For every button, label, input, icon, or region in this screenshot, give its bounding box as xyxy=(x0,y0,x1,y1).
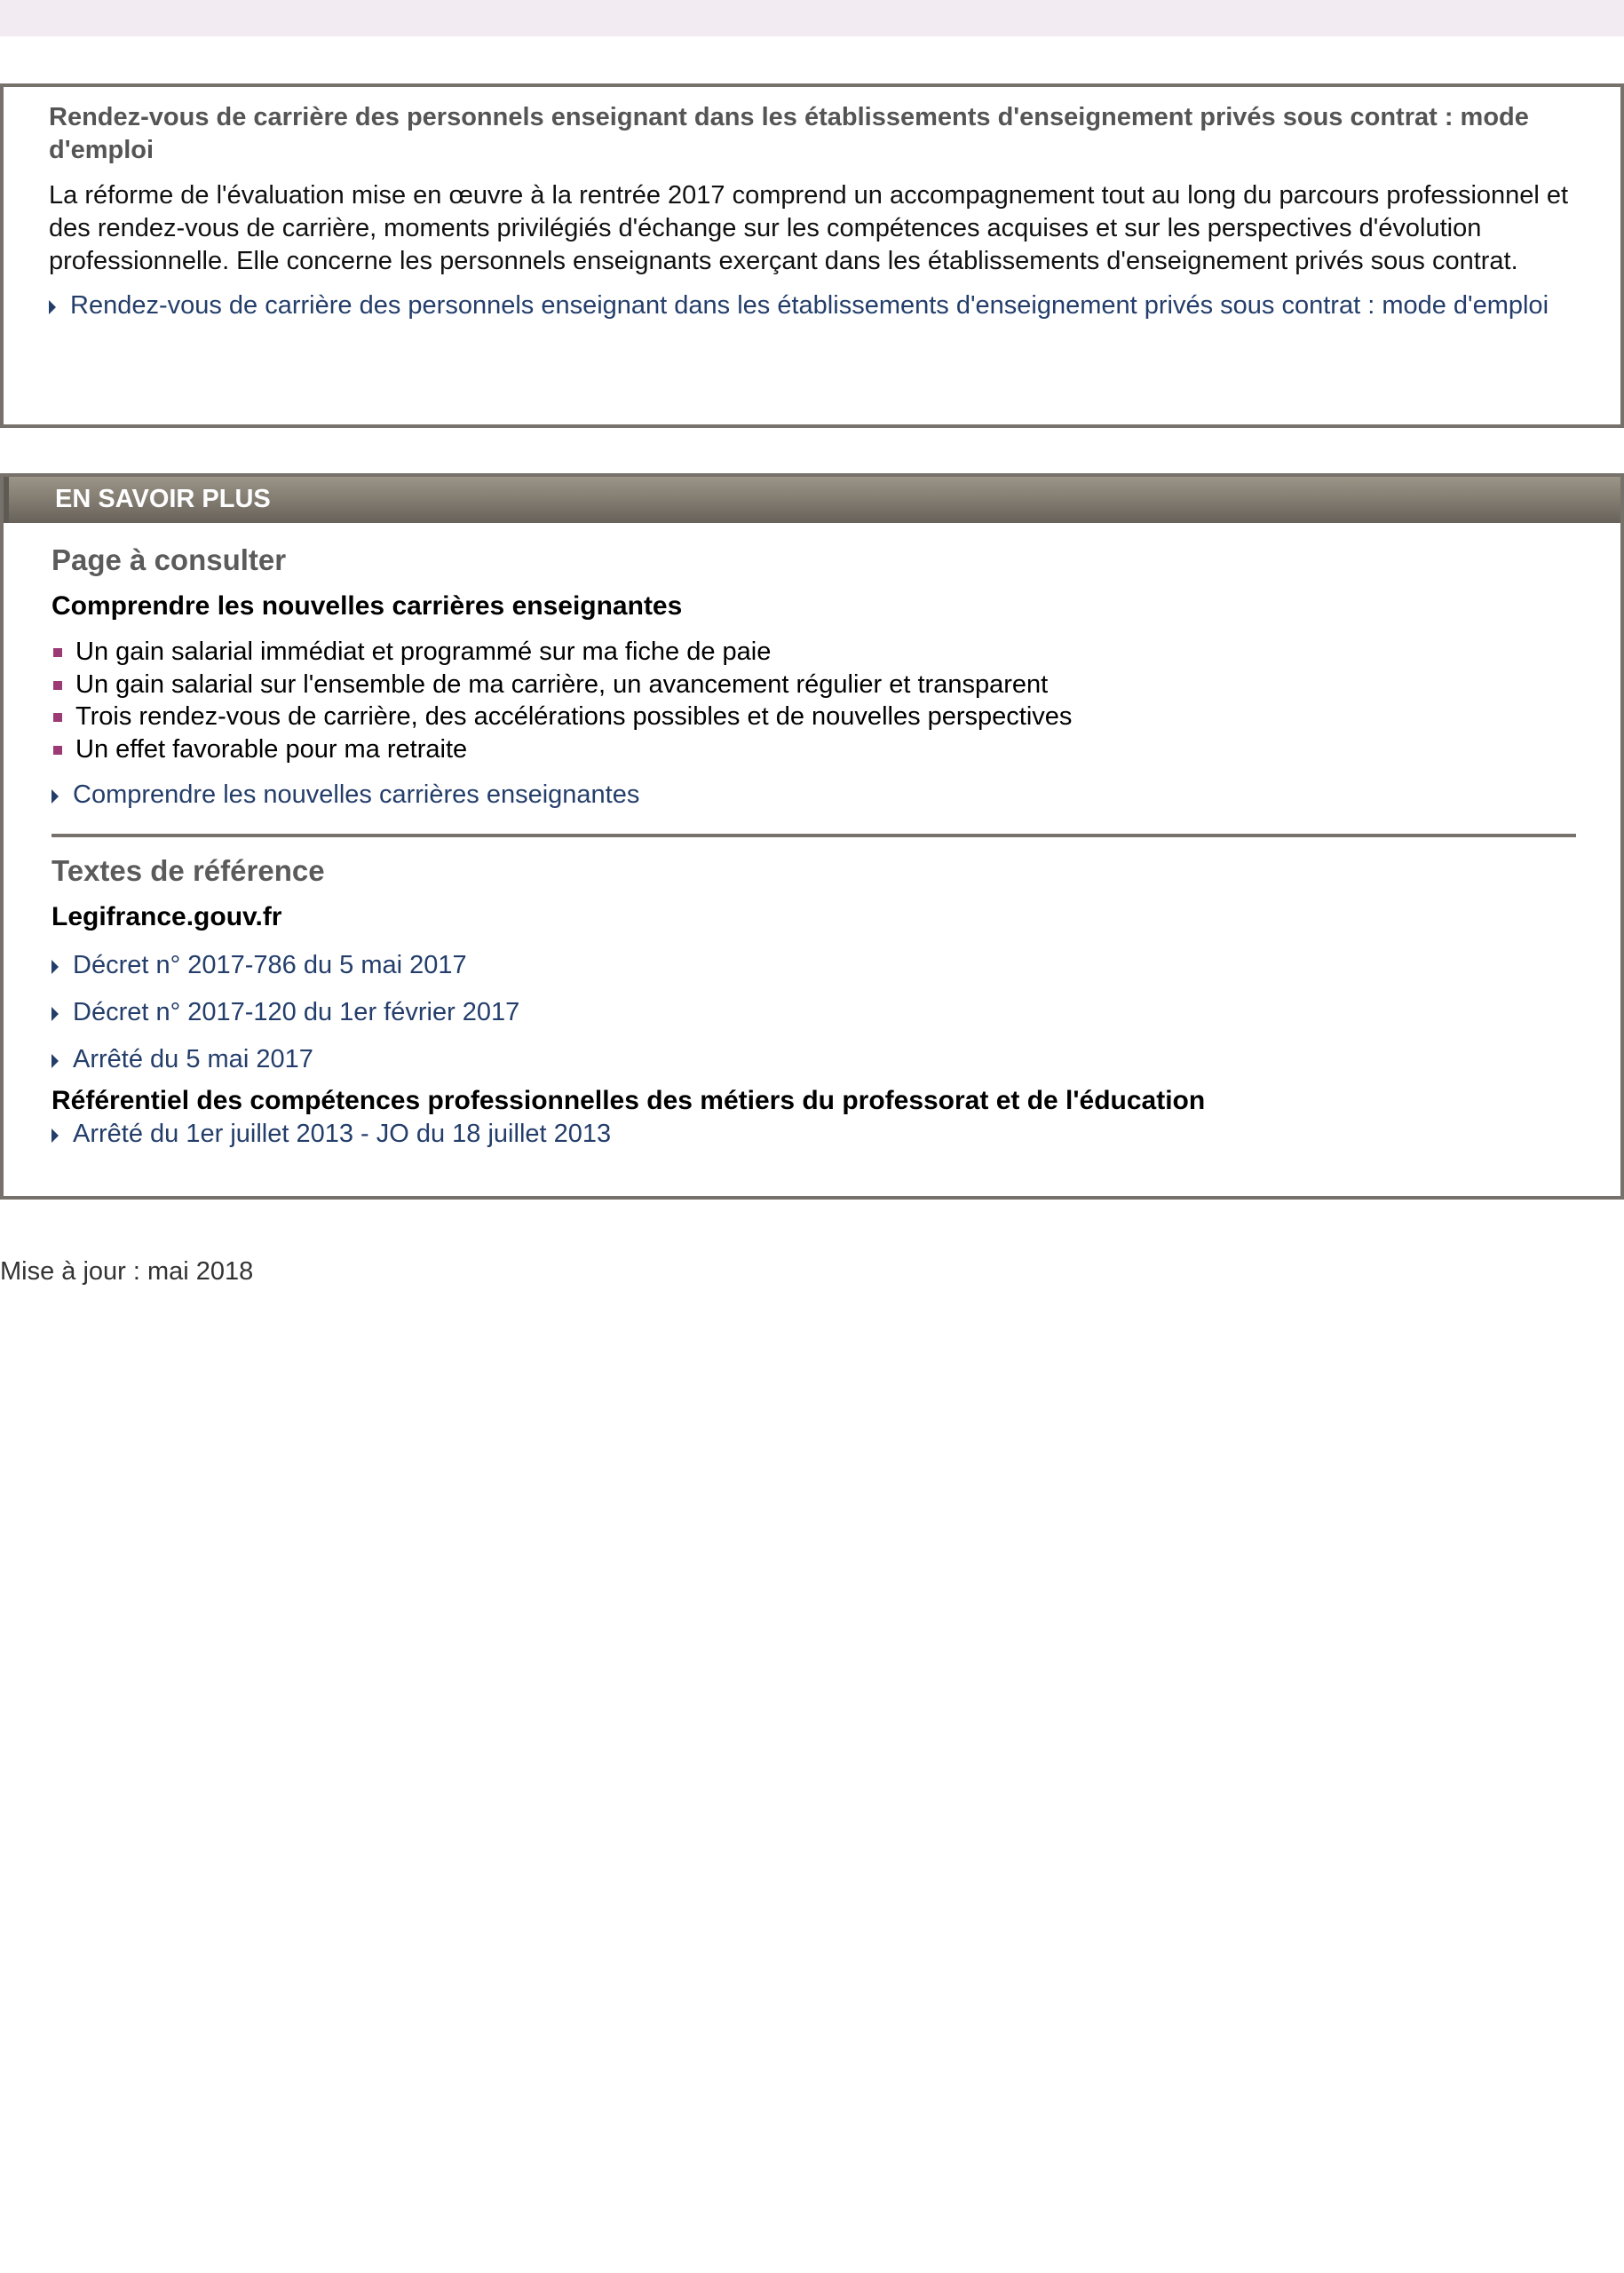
top-band xyxy=(0,0,1624,36)
en-savoir-plus-heading: EN SAVOIR PLUS xyxy=(55,485,271,513)
arrete-5-mai-2017-link[interactable] xyxy=(51,1043,1576,1075)
decret-2017-786-link[interactable] xyxy=(51,949,1576,981)
comprendre-link[interactable] xyxy=(51,779,1576,811)
list-item-text: Trois rendez-vous de carrière, des accélérations possibles et de nouvelles perspectives xyxy=(75,702,1073,731)
arrete-1er-juillet-2013-link[interactable] xyxy=(51,1118,1576,1150)
article-box xyxy=(0,83,1624,428)
legifrance-title: Legifrance.gouv.fr xyxy=(51,902,282,931)
en-savoir-plus-box xyxy=(0,473,1624,1200)
list-item xyxy=(51,636,1576,669)
link-label[interactable]: Décret n° 2017-120 du 1er février 2017 xyxy=(73,998,520,1026)
triangle-right-icon xyxy=(49,300,56,314)
list-item-text: Un gain salarial sur l'ensemble de ma carrière, un avancement régulier et transparent xyxy=(75,669,1049,699)
square-bullet-icon xyxy=(53,713,62,722)
square-bullet-icon xyxy=(53,746,62,755)
comprendre-subtitle: Comprendre les nouvelles carrières enseignantes xyxy=(51,591,683,621)
page-a-consulter-title: Page à consulter xyxy=(51,543,287,576)
triangle-right-icon xyxy=(51,960,59,974)
triangle-right-icon xyxy=(51,1007,59,1021)
bullet-list xyxy=(51,636,1576,765)
decret-2017-120-link[interactable] xyxy=(51,996,1576,1028)
en-savoir-plus-header xyxy=(4,477,1620,523)
textes-de-reference-title: Textes de référence xyxy=(51,854,325,887)
last-updated: Mise à jour : mai 2018 xyxy=(0,1257,254,1286)
article-link-label[interactable]: Rendez-vous de carrière des personnels enseignant dans les établissements d'enseignement privés sous contrat : mode d'emploi xyxy=(70,291,1549,320)
list-item xyxy=(51,733,1576,766)
list-item-text: Un effet favorable pour ma retraite xyxy=(75,734,468,764)
link-label[interactable]: Décret n° 2017-786 du 5 mai 2017 xyxy=(73,951,467,979)
article-title: Rendez-vous de carrière des personnels enseignant dans les établissements d'enseignement privés sous contrat : mode d'emploi xyxy=(49,103,1529,164)
article-body: La réforme de l'évaluation mise en œuvre à la rentrée 2017 comprend un accompagnement tout au long du parcours professionnel et des rendez-vous de carrière, moments privilégiés d'échange sur les compétences acquises et sur les perspectives d'évolution professionnelle. Elle concerne les personnels enseignants exerçant dans les établissements d'enseignement privés sous contrat. xyxy=(49,181,1569,275)
article-link[interactable] xyxy=(49,289,1585,322)
list-item xyxy=(51,669,1576,701)
link-label[interactable]: Arrêté du 5 mai 2017 xyxy=(73,1045,313,1073)
link-label[interactable]: Arrêté du 1er juillet 2013 - JO du 18 juillet 2013 xyxy=(73,1120,612,1148)
triangle-right-icon xyxy=(51,1129,59,1143)
referentiel-title: Référentiel des compétences professionnelles des métiers du professorat et de l'éducation xyxy=(51,1086,1206,1115)
triangle-right-icon xyxy=(51,789,59,804)
comprendre-link-label[interactable]: Comprendre les nouvelles carrières enseignantes xyxy=(73,780,640,809)
list-item-text: Un gain salarial immédiat et programmé sur ma fiche de paie xyxy=(75,638,772,666)
list-item xyxy=(51,701,1576,733)
square-bullet-icon xyxy=(53,681,62,690)
section-divider xyxy=(51,834,1576,837)
square-bullet-icon xyxy=(53,648,62,657)
triangle-right-icon xyxy=(51,1054,59,1068)
